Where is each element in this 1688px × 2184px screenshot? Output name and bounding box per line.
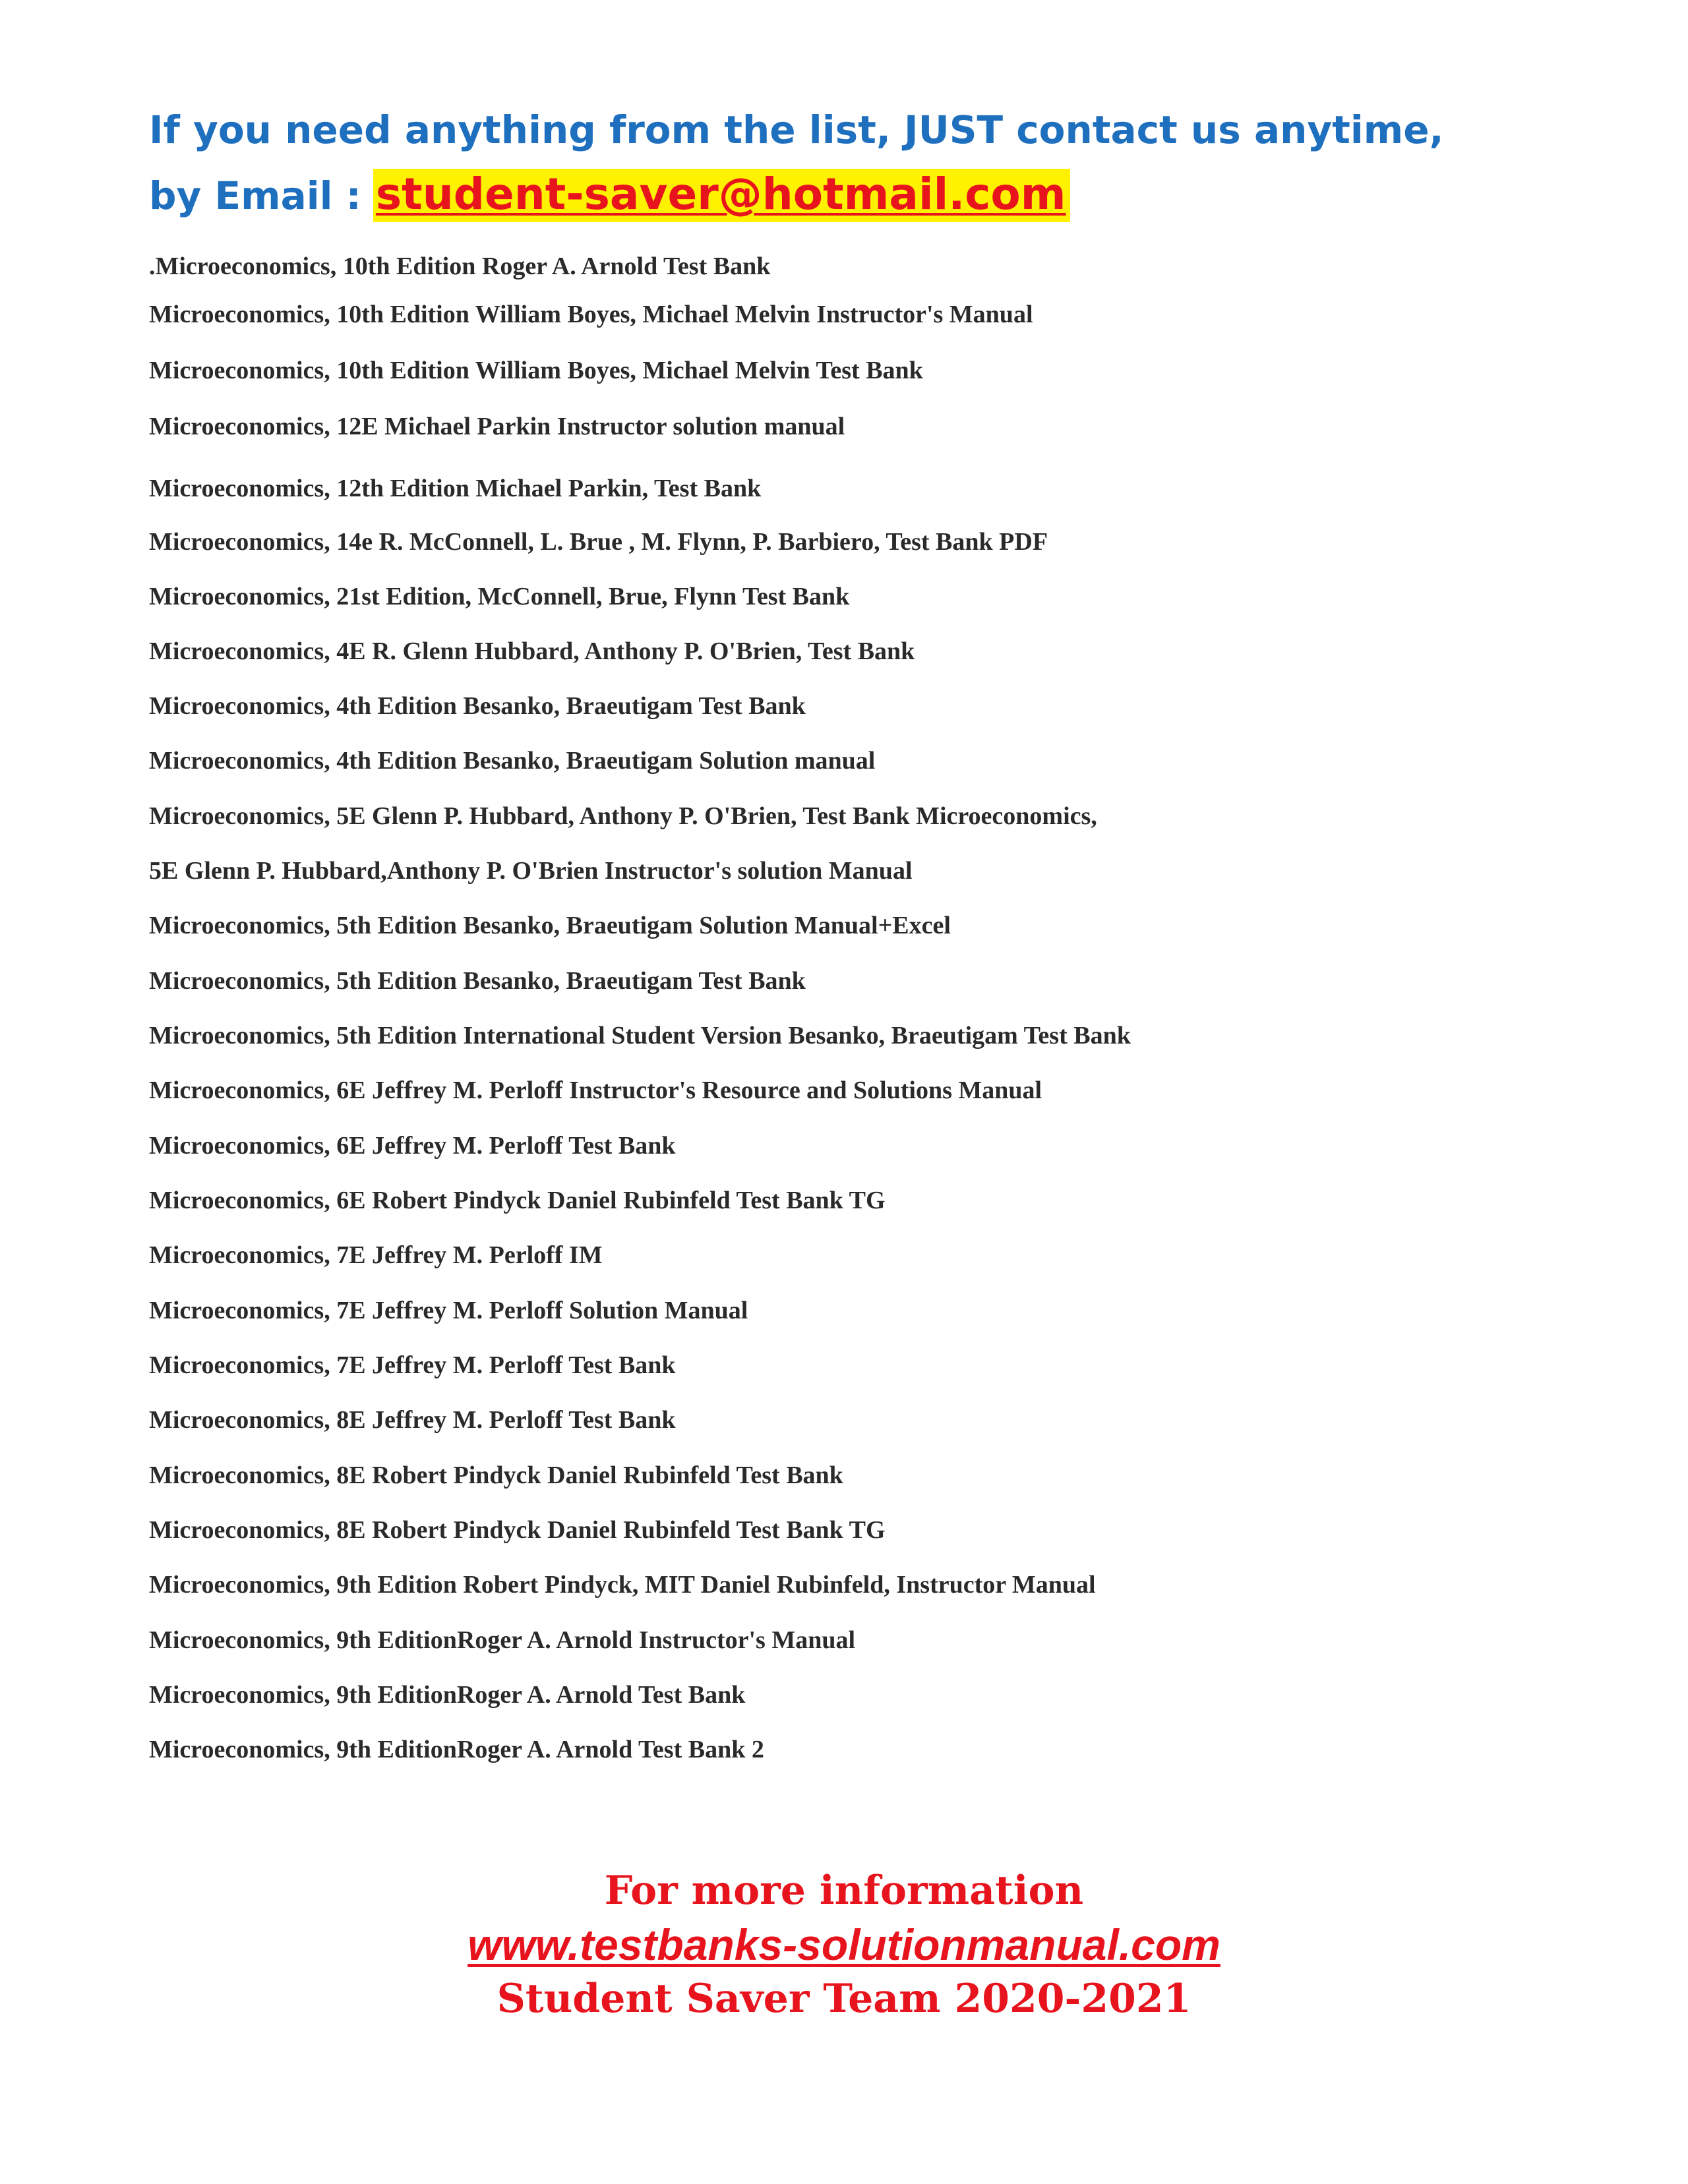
list-item: .Microeconomics, 10th Edition Roger A. Arnold Test Bank bbox=[149, 252, 771, 280]
list-item: Microeconomics, 8E Jeffrey M. Perloff Test Bank bbox=[149, 1406, 676, 1434]
list-item: Microeconomics, 5th Edition Besanko, Braeutigam Solution Manual+Excel bbox=[149, 912, 951, 939]
list-item: Microeconomics, 9th EditionRoger A. Arnold Test Bank bbox=[149, 1681, 746, 1709]
list-item: Microeconomics, 10th Edition William Boyes, Michael Melvin Instructor's Manual bbox=[149, 301, 1033, 328]
list-item: Microeconomics, 7E Jeffrey M. Perloff Solution Manual bbox=[149, 1297, 748, 1324]
list-item: Microeconomics, 5th Edition Besanko, Braeutigam Test Bank bbox=[149, 967, 806, 995]
contact-header bbox=[149, 98, 1444, 228]
footer-team: Student Saver Team 2020-2021 bbox=[497, 1976, 1191, 2022]
list-item: Microeconomics, 7E Jeffrey M. Perloff IM bbox=[149, 1241, 603, 1269]
list-item: Microeconomics, 14e R. McConnell, L. Brue , M. Flynn, P. Barbiero, Test Bank PDF bbox=[149, 528, 1048, 556]
list-item: Microeconomics, 9th EditionRoger A. Arnold Instructor's Manual bbox=[149, 1626, 856, 1654]
list-item: Microeconomics, 7E Jeffrey M. Perloff Test Bank bbox=[149, 1351, 676, 1379]
list-item: Microeconomics, 4th Edition Besanko, Braeutigam Test Bank bbox=[149, 692, 806, 720]
list-item: Microeconomics, 5E Glenn P. Hubbard, Anthony P. O'Brien, Test Bank Microeconomics, bbox=[149, 802, 1097, 830]
list-item: Microeconomics, 8E Robert Pindyck Daniel Rubinfeld Test Bank bbox=[149, 1461, 843, 1489]
contact-header-line1: If you need anything from the list, JUST contact us anytime, bbox=[149, 107, 1444, 152]
list-item: Microeconomics, 12E Michael Parkin Instructor solution manual bbox=[149, 413, 845, 440]
email-label: by Email : bbox=[149, 173, 361, 218]
list-item: Microeconomics, 10th Edition William Boyes, Michael Melvin Test Bank bbox=[149, 357, 923, 384]
list-item: Microeconomics, 6E Jeffrey M. Perloff Instructor's Resource and Solutions Manual bbox=[149, 1077, 1042, 1104]
list-item: Microeconomics, 21st Edition, McConnell, Brue, Flynn Test Bank bbox=[149, 583, 850, 610]
list-item: Microeconomics, 6E Robert Pindyck Daniel Rubinfeld Test Bank TG bbox=[149, 1187, 886, 1214]
list-item: Microeconomics, 12th Edition Michael Parkin, Test Bank bbox=[149, 475, 762, 502]
footer-info: For more information bbox=[604, 1868, 1084, 1914]
list-item: Microeconomics, 5th Edition International Student Version Besanko, Braeutigam Test Bank bbox=[149, 1022, 1131, 1049]
email-link[interactable]: student-saver@hotmail.com bbox=[373, 169, 1070, 222]
list-item: Microeconomics, 4th Edition Besanko, Braeutigam Solution manual bbox=[149, 747, 876, 775]
list-item: Microeconomics, 8E Robert Pindyck Daniel Rubinfeld Test Bank TG bbox=[149, 1516, 886, 1544]
list-item: Microeconomics, 4E R. Glenn Hubbard, Anthony P. O'Brien, Test Bank bbox=[149, 637, 915, 665]
list-item: 5E Glenn P. Hubbard,Anthony P. O'Brien Instructor's solution Manual bbox=[149, 857, 913, 885]
contact-header-line2 bbox=[149, 162, 1444, 228]
list-item: Microeconomics, 9th Edition Robert Pindyck, MIT Daniel Rubinfeld, Instructor Manual bbox=[149, 1571, 1096, 1599]
list-item: Microeconomics, 6E Jeffrey M. Perloff Test Bank bbox=[149, 1132, 676, 1160]
list-item: Microeconomics, 9th EditionRoger A. Arnold Test Bank 2 bbox=[149, 1736, 764, 1763]
footer-website-link[interactable]: www.testbanks-solutionmanual.com bbox=[467, 1920, 1221, 1969]
